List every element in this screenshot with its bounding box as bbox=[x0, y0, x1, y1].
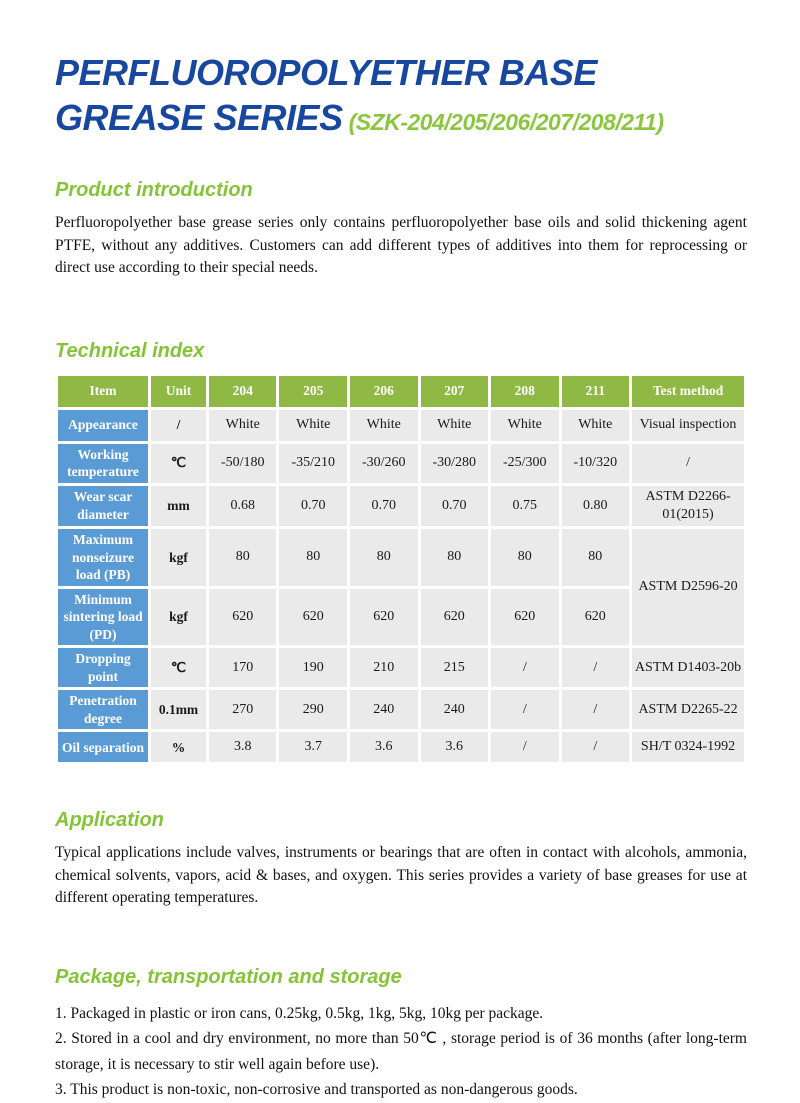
unit-cell: % bbox=[151, 732, 206, 762]
table-row-wear-scar-diameter bbox=[58, 486, 744, 526]
package-list-item: 2. Stored in a cool and dry environment, no more than 50℃ , storage period is of 36 months (after long-term storage, it is necessary to stir well again before use). bbox=[55, 1030, 747, 1073]
row-label: Appearance bbox=[58, 410, 148, 441]
col-header-204: 204 bbox=[209, 376, 277, 407]
value-cell: 620 bbox=[562, 589, 630, 646]
value-cell: 0.70 bbox=[421, 486, 489, 526]
value-cell: 0.75 bbox=[491, 486, 559, 526]
value-cell: / bbox=[562, 690, 630, 729]
value-cell: White bbox=[279, 410, 347, 441]
value-cell: / bbox=[491, 690, 559, 729]
value-cell: -10/320 bbox=[562, 444, 630, 483]
page-title bbox=[55, 50, 747, 145]
col-header-211: 211 bbox=[562, 376, 630, 407]
value-cell: / bbox=[562, 648, 630, 687]
value-cell: 0.80 bbox=[562, 486, 630, 526]
value-cell: / bbox=[562, 732, 630, 762]
package-list-item: 3. This product is non-toxic, non-corrosive and transported as non-dangerous goods. bbox=[55, 1081, 578, 1099]
row-label: Minimum sintering load (PD) bbox=[58, 589, 148, 646]
table-row-oil-separation bbox=[58, 732, 744, 762]
value-cell: 3.8 bbox=[209, 732, 277, 762]
test-method-cell: ASTM D2265-22 bbox=[632, 690, 744, 729]
application-heading: Application bbox=[55, 809, 164, 832]
package-list-item: 1. Packaged in plastic or iron cans, 0.25kg, 0.5kg, 1kg, 5kg, 10kg per package. bbox=[55, 1004, 544, 1022]
table-row-maximum-nonseizure-load bbox=[58, 529, 744, 586]
table-row-appearance bbox=[58, 410, 744, 441]
unit-cell: / bbox=[151, 410, 206, 441]
unit-cell: kgf bbox=[151, 589, 206, 646]
value-cell: 215 bbox=[421, 648, 489, 687]
test-method-cell: ASTM D1403-20b bbox=[632, 648, 744, 687]
technical-index-heading: Technical index bbox=[55, 339, 205, 362]
col-header-207: 207 bbox=[421, 376, 489, 407]
value-cell: 210 bbox=[350, 648, 418, 687]
section-technical-index bbox=[55, 340, 747, 766]
value-cell: 80 bbox=[562, 529, 630, 586]
value-cell: 3.6 bbox=[421, 732, 489, 762]
test-method-cell-merged: ASTM D2596-20 bbox=[632, 529, 744, 645]
title-line-1: PERFLUOROPOLYETHER BASE bbox=[55, 52, 597, 93]
table-header-row bbox=[58, 376, 744, 407]
table-row-penetration-degree bbox=[58, 690, 744, 729]
test-method-cell: SH/T 0324-1992 bbox=[632, 732, 744, 762]
unit-cell: kgf bbox=[151, 529, 206, 586]
test-method-cell: ASTM D2266-01(2015) bbox=[632, 486, 744, 526]
package-list bbox=[55, 1001, 747, 1103]
section-product-introduction bbox=[55, 179, 747, 280]
row-label: Dropping point bbox=[58, 648, 148, 687]
value-cell: 240 bbox=[350, 690, 418, 729]
value-cell: 3.7 bbox=[279, 732, 347, 762]
value-cell: White bbox=[562, 410, 630, 441]
value-cell: 0.70 bbox=[279, 486, 347, 526]
value-cell: 620 bbox=[279, 589, 347, 646]
value-cell: 290 bbox=[279, 690, 347, 729]
value-cell: -25/300 bbox=[491, 444, 559, 483]
value-cell: White bbox=[491, 410, 559, 441]
table-row-dropping-point bbox=[58, 648, 744, 687]
value-cell: -30/280 bbox=[421, 444, 489, 483]
value-cell: 240 bbox=[421, 690, 489, 729]
value-cell: 190 bbox=[279, 648, 347, 687]
value-cell: 80 bbox=[421, 529, 489, 586]
value-cell: -35/210 bbox=[279, 444, 347, 483]
value-cell: White bbox=[421, 410, 489, 441]
value-cell: 620 bbox=[209, 589, 277, 646]
value-cell: 80 bbox=[279, 529, 347, 586]
value-cell: 0.68 bbox=[209, 486, 277, 526]
package-heading: Package, transportation and storage bbox=[55, 965, 402, 988]
value-cell: White bbox=[209, 410, 277, 441]
col-header-test-method: Test method bbox=[632, 376, 744, 407]
section-application bbox=[55, 809, 747, 910]
value-cell: / bbox=[491, 648, 559, 687]
row-label: Working temperature bbox=[58, 444, 148, 483]
unit-cell: ℃ bbox=[151, 648, 206, 687]
value-cell: 170 bbox=[209, 648, 277, 687]
col-header-unit: Unit bbox=[151, 376, 206, 407]
value-cell: 80 bbox=[491, 529, 559, 586]
value-cell: 270 bbox=[209, 690, 277, 729]
test-method-cell: Visual inspection bbox=[632, 410, 744, 441]
unit-cell: mm bbox=[151, 486, 206, 526]
row-label: Wear scar diameter bbox=[58, 486, 148, 526]
value-cell: 80 bbox=[350, 529, 418, 586]
col-header-208: 208 bbox=[491, 376, 559, 407]
value-cell: -30/260 bbox=[350, 444, 418, 483]
value-cell: White bbox=[350, 410, 418, 441]
section-package-transportation-storage bbox=[55, 966, 747, 1103]
value-cell: 3.6 bbox=[350, 732, 418, 762]
technical-index-table bbox=[55, 373, 747, 766]
col-header-item: Item bbox=[58, 376, 148, 407]
value-cell: 0.70 bbox=[350, 486, 418, 526]
table-row-working-temperature bbox=[58, 444, 744, 483]
col-header-205: 205 bbox=[279, 376, 347, 407]
test-method-cell: / bbox=[632, 444, 744, 483]
value-cell: 620 bbox=[491, 589, 559, 646]
title-line-2: GREASE SERIES bbox=[55, 97, 343, 138]
product-introduction-heading: Product introduction bbox=[55, 179, 253, 201]
value-cell: 80 bbox=[209, 529, 277, 586]
unit-cell: 0.1mm bbox=[151, 690, 206, 729]
row-label: Penetration degree bbox=[58, 690, 148, 729]
value-cell: 620 bbox=[350, 589, 418, 646]
row-label: Oil separation bbox=[58, 732, 148, 762]
application-paragraph: Typical applications include valves, instruments or bearings that are often in contact with alcohols, ammonia, chemical solvents, vapors, acid & bases, and oxygen. This series provides a variety of base greases for use at different operating temperatures. bbox=[55, 844, 747, 907]
product-introduction-paragraph: Perfluoropolyether base grease series only contains perfluoropolyether base oils and solid thickening agent PTFE, without any additives. Customers can add different types of additives into them for reprocessing or direct use according to their special needs. bbox=[55, 214, 747, 276]
col-header-206: 206 bbox=[350, 376, 418, 407]
value-cell: -50/180 bbox=[209, 444, 277, 483]
value-cell: / bbox=[491, 732, 559, 762]
row-label: Maximum nonseizure load (PB) bbox=[58, 529, 148, 586]
title-series-codes: (SZK-204/205/206/207/208/211) bbox=[348, 109, 664, 135]
unit-cell: ℃ bbox=[151, 444, 206, 483]
value-cell: 620 bbox=[421, 589, 489, 646]
